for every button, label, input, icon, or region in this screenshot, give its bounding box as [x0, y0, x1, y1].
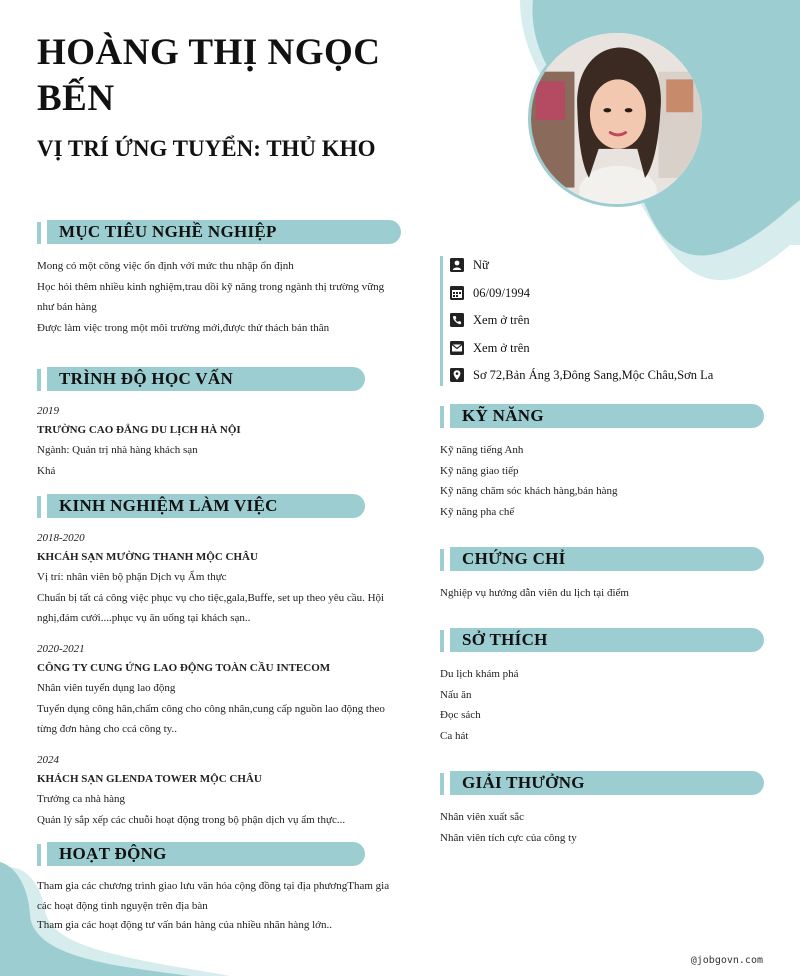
objective-text: Mong có một công việc ổn định với mức thu nhập ổn định Học hỏi thêm nhiều kinh nghiệm,trau dồi kỹ năng trong ngành thị trường vững như bán hàng Được làm việc trong một môi trường mới,được thử thách bản thân: [37, 260, 385, 334]
hobbies-list: Du lịch khám phá Nấu ăn Đọc sách Ca hát: [440, 668, 519, 742]
experience-entry-3: 2024 KHÁCH SẠN GLENDA TOWER MỘC CHÂU Trưởng ca nhà hàng Quản lý sắp xếp các chuỗi hoạt động trong bộ phận dịch vụ ẩm thực...: [37, 754, 346, 826]
applied-position: VỊ TRÍ ỨNG TUYỂN: THỦ KHO: [37, 136, 376, 161]
phone-icon: [450, 313, 464, 327]
experience-heading: KINH NGHIỆM LÀM VIỆC: [37, 494, 365, 518]
candidate-name: HOÀNG THỊ NGỌC BẾN: [37, 32, 381, 119]
education-grade: Khá: [37, 464, 56, 477]
profile-photo: [528, 30, 705, 207]
education-heading: TRÌNH ĐỘ HỌC VẤN: [37, 367, 365, 391]
activities-text: Tham gia các chương trình giao lưu văn hóa cộng đồng tại địa phươngTham gia các hoạt động tình nguyện trên địa bàn Tham gia các hoạt động tư vấn bán hàng của nhiều nhãn hàng lớn..: [37, 880, 390, 931]
education-major: Ngành: Quản trị nhà hàng khách sạn: [37, 444, 198, 456]
watermark-credit: @jobgovn.com: [690, 955, 763, 966]
calendar-icon: [450, 286, 464, 300]
education-school: TRƯỜNG CAO ĐẲNG DU LỊCH HÀ NỘI: [37, 424, 241, 436]
activities-heading: HOẠT ĐỘNG: [37, 842, 365, 866]
hobbies-heading: SỞ THÍCH: [440, 628, 764, 652]
location-pin-icon: [450, 368, 464, 382]
experience-entry-2: 2020-2021 CÔNG TY CUNG ỨNG LAO ĐỘNG TOÀN CẦU INTECOM Nhân viên tuyển dụng lao động Tuyển dụng công hân,chấm công cho công nhân,cung cấp nguồn lao động theo từng đơn hàng cho ccá công ty..: [37, 643, 385, 735]
person-icon: [450, 258, 464, 272]
skills-heading: KỸ NĂNG: [440, 404, 764, 428]
certificates-list: Nghiệp vụ hướng dẫn viên du lịch tại điểm: [440, 587, 629, 599]
awards-heading: GIẢI THƯỞNG: [440, 771, 764, 795]
education-entry: [37, 402, 407, 481]
skills-list: Kỹ năng tiếng Anh Kỹ năng giao tiếp Kỹ năng chăm sóc khách hàng,bán hàng Kỹ năng pha chế: [440, 444, 618, 518]
awards-list: Nhân viên xuất sắc Nhân viên tích cực của công ty: [440, 811, 577, 844]
certificates-heading: CHỨNG CHỈ: [440, 547, 764, 571]
objective-heading: MỤC TIÊU NGHỀ NGHIỆP: [37, 220, 401, 244]
envelope-icon: [450, 341, 464, 355]
experience-entry-1: 2018-2020 KHCÁH SẠN MƯỜNG THANH MỘC CHÂU Vị trí: nhân viên bộ phận Dịch vụ Ẩm thực Chuẩn bị tất cả công việc phục vụ cho tiệc,gala,Buffe, set up theo yêu cầu. Hội nghị,đám cưới....phục vụ ăn uống tại khách sạn..: [37, 532, 385, 624]
education-year: 2019: [37, 405, 59, 417]
